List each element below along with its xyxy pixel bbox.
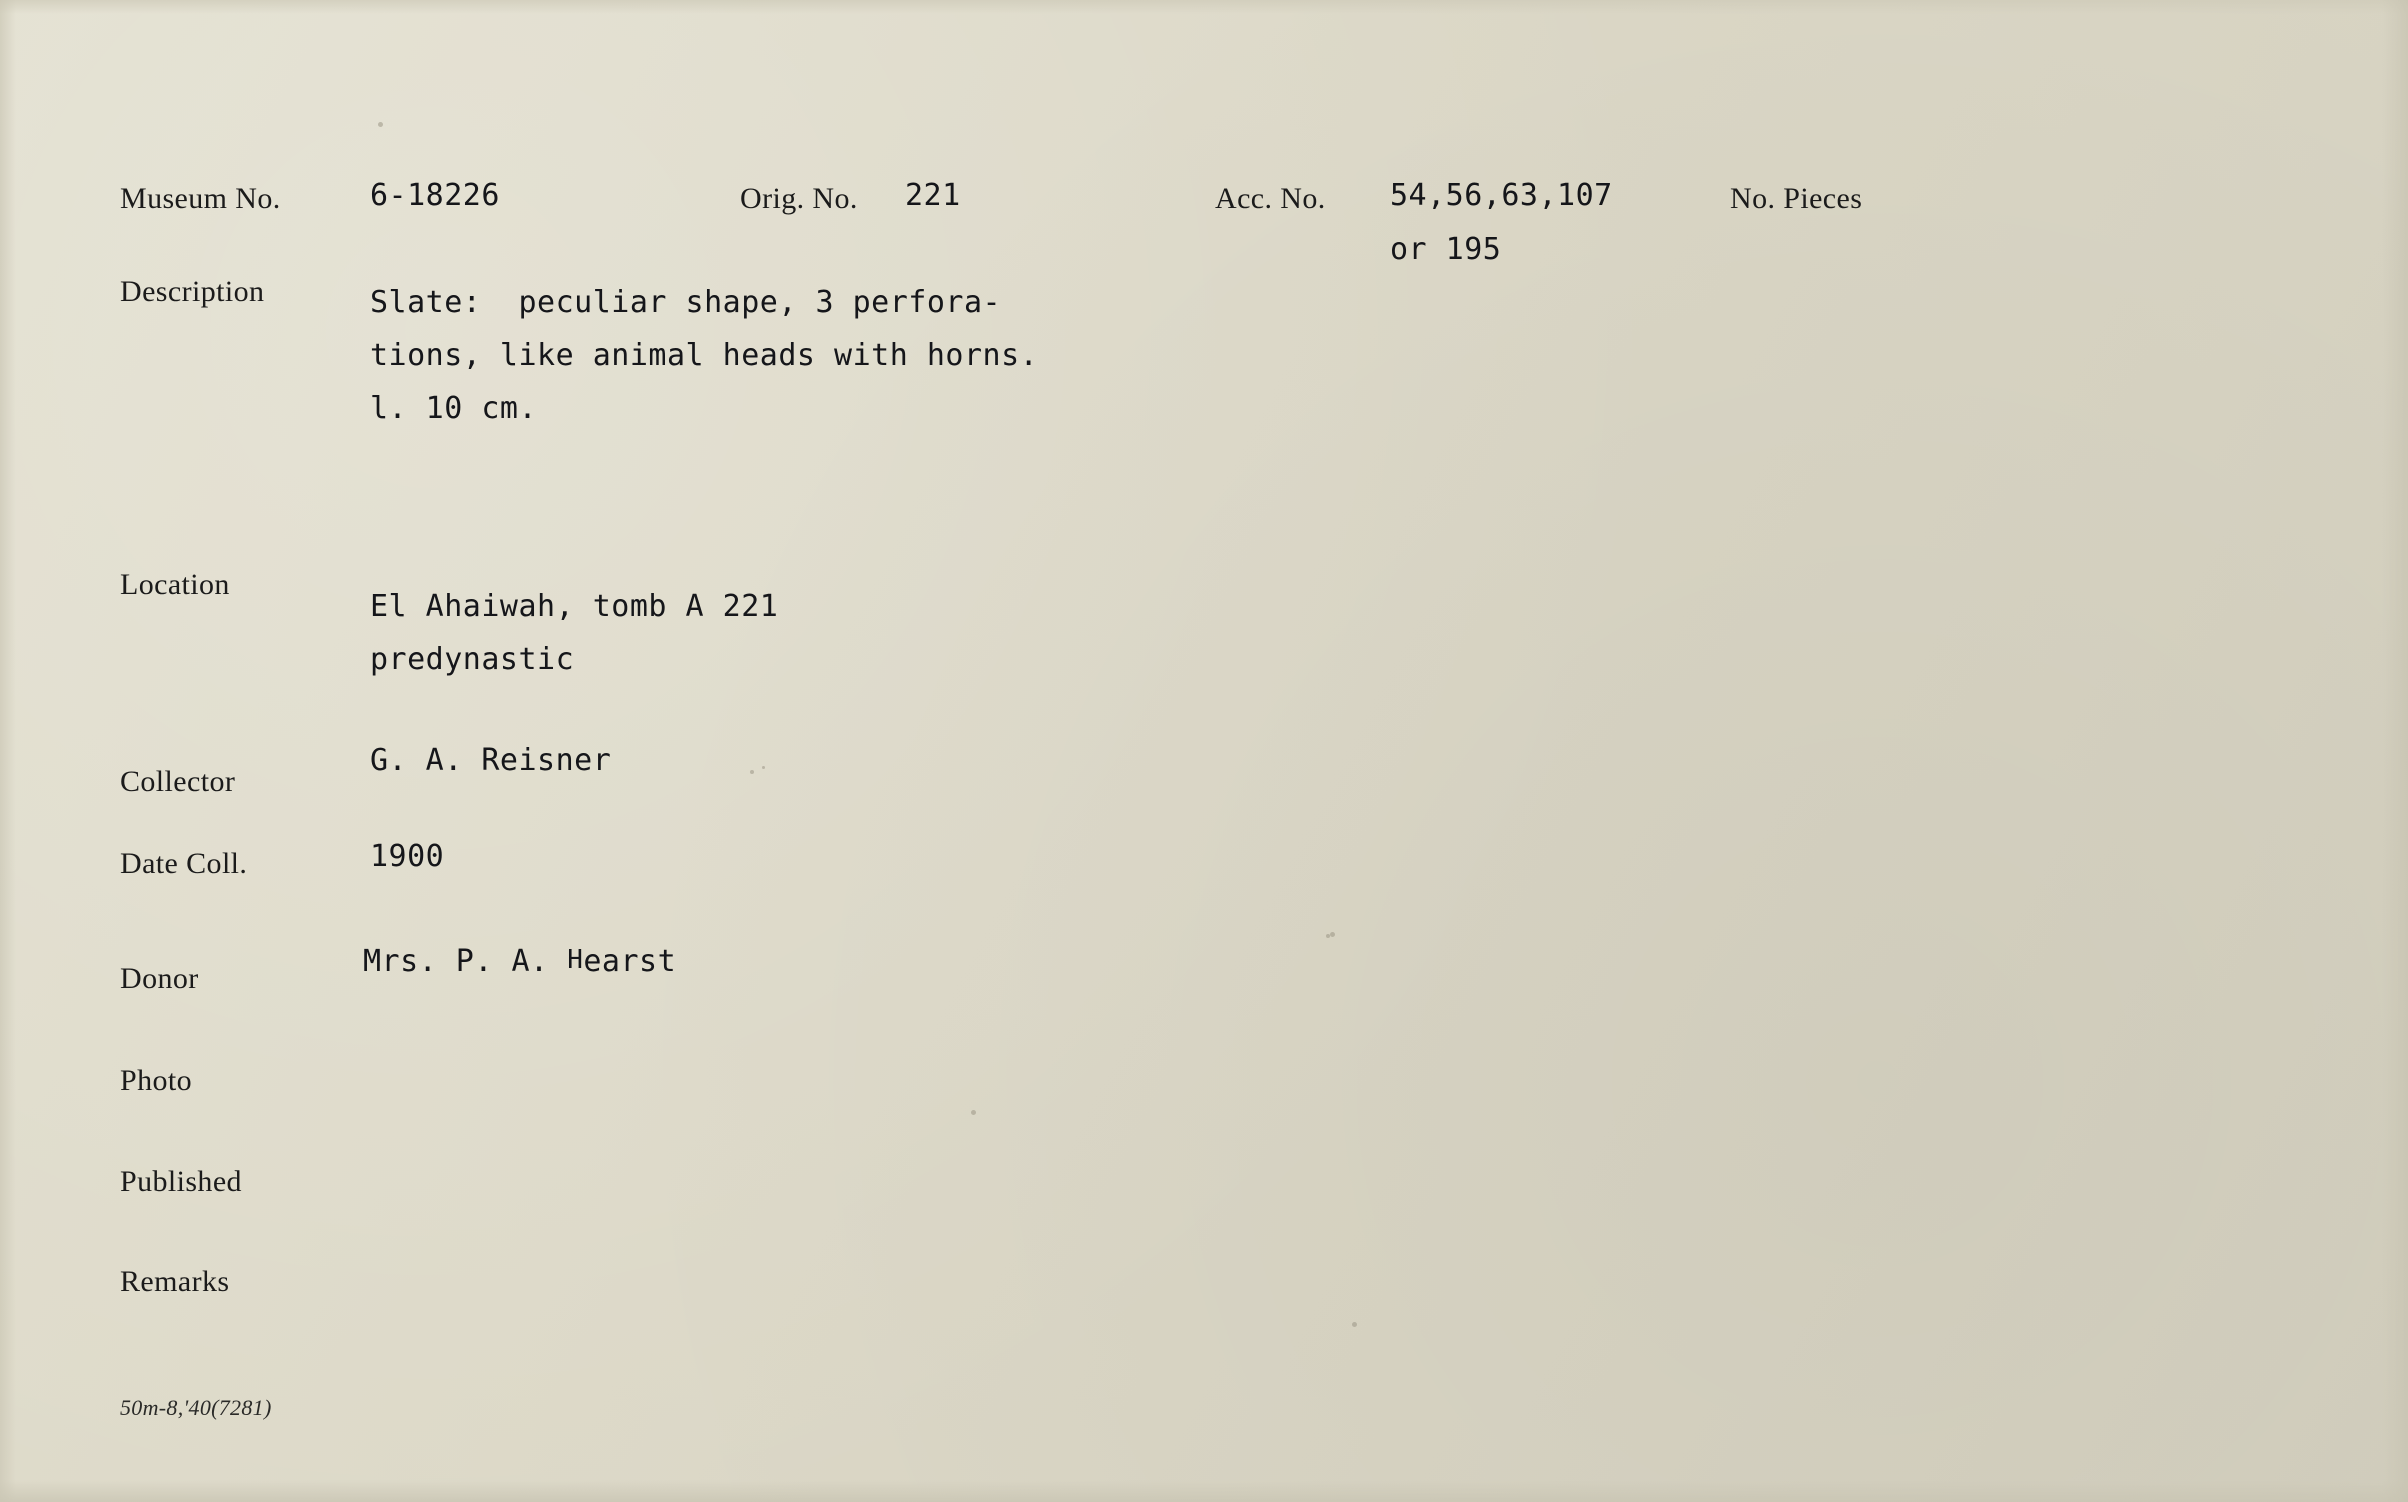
description-line-1: Slate: peculiar shape, 3 perfora- [370,285,1002,320]
description-line-2: tions, like animal heads with horns. [370,338,1039,373]
museum-no-label: Museum No. [120,182,281,215]
card-edge-right [2382,0,2408,1502]
description-line-3: l. 10 cm. [370,391,538,426]
collector-label: Collector [120,765,236,798]
card-edge-left [0,0,16,1502]
remarks-label: Remarks [120,1265,230,1298]
donor-value-superscript: H [567,945,584,975]
paper-speck [1352,1322,1357,1327]
donor-value-prefix: Mrs. P. A. [363,944,568,979]
photo-label: Photo [120,1064,193,1097]
card-edge-bottom [0,1480,2408,1502]
paper-speck [762,766,765,769]
date-coll-value: 1900 [370,839,445,874]
published-label: Published [120,1165,242,1198]
donor-label: Donor [120,962,199,995]
acc-no-value: 54,56,63,107 [1390,178,1613,213]
no-pieces-label: No. Pieces [1730,182,1863,215]
date-coll-label: Date Coll. [120,847,248,880]
donor-value [363,944,676,979]
paper-speck [1330,932,1335,937]
location-line-2: predynastic [370,642,575,677]
paper-speck [971,1110,976,1115]
paper-speck [378,122,383,127]
acc-no-value-line2: or 195 [1390,232,1502,267]
museum-no-value: 6-18226 [370,178,500,213]
collector-value: G. A. Reisner [370,743,612,778]
description-label: Description [120,275,265,308]
donor-value-suffix: earst [583,944,677,979]
orig-no-label: Orig. No. [740,182,858,215]
location-line-1: El Ahaiwah, tomb A 221 [370,589,779,624]
location-label: Location [120,568,230,601]
card-edge-top [0,0,2408,14]
paper-speck [750,770,754,774]
footer-print-code: 50m-8,'40(7281) [120,1395,272,1420]
orig-no-value: 221 [905,178,961,213]
acc-no-label: Acc. No. [1215,182,1326,215]
paper-speck [1326,934,1330,938]
